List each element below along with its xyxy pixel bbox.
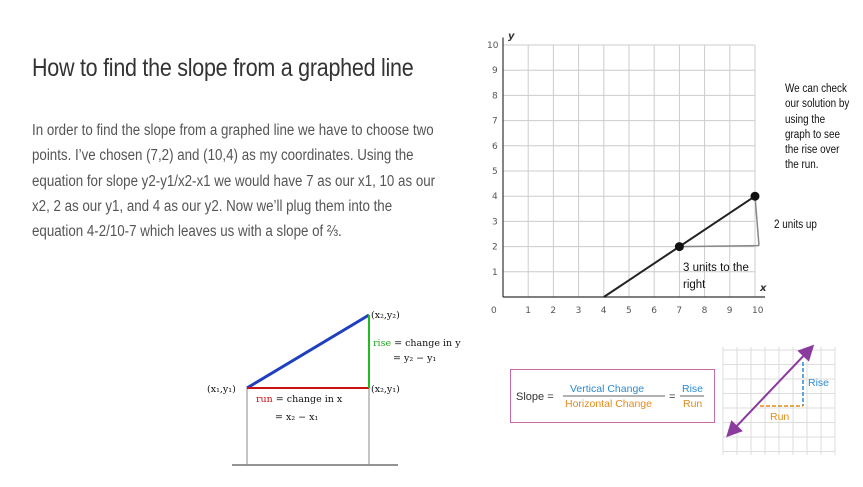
- run-label-line1: 3 units to the: [683, 262, 749, 274]
- x-axis-label: x: [760, 283, 767, 294]
- slope-word: Slope =: [516, 391, 554, 403]
- y-axis-label: y: [508, 31, 515, 42]
- y-tick-label: 9: [492, 66, 498, 77]
- x-tick-label: 1: [525, 306, 531, 316]
- x-tick-label: 8: [701, 306, 708, 316]
- rise-label: 2 units up: [774, 219, 817, 231]
- run-word-formula: Run: [683, 398, 703, 410]
- vertical-change: Vertical Change: [570, 383, 645, 395]
- y-tick-label: 2: [492, 242, 498, 253]
- side-note: We can check our solution by using the graph to see the rise over the run.: [785, 83, 850, 172]
- run-word: run: [256, 394, 273, 405]
- mini-rise-label: Rise: [808, 377, 830, 389]
- horizontal-change: Horizontal Change: [565, 398, 652, 410]
- x-tick-label: 7: [676, 306, 683, 316]
- y-tick-label: 10: [487, 41, 499, 51]
- corner-label: (x₂,y₁): [371, 384, 400, 395]
- x-tick-label: 10: [752, 306, 764, 316]
- y-tick-label: 7: [492, 116, 498, 127]
- x-tick-label: 9: [726, 306, 733, 316]
- x-tick-label: 6: [651, 306, 657, 316]
- x-tick-label: 4: [600, 306, 607, 316]
- rise-definition: = change in y: [391, 338, 461, 349]
- y-tick-label: 1: [492, 267, 498, 278]
- run-definition: = change in x: [272, 394, 343, 405]
- x-tick-label: 2: [550, 306, 557, 316]
- y-tick-label: 8: [492, 91, 498, 102]
- point-1-label: (x₁,y₁): [207, 384, 236, 395]
- mini-run-label: Run: [770, 411, 790, 423]
- y-tick-label: 6: [492, 141, 498, 152]
- x-tick-label: 0: [491, 306, 497, 316]
- y-tick-label: 4: [492, 192, 498, 203]
- page-title: How to find the slope from a graphed line: [32, 54, 414, 82]
- run-label-line2: right: [683, 279, 706, 291]
- rise-word: rise: [373, 338, 392, 349]
- y-tick-label: 5: [492, 167, 498, 177]
- rise-formula: = y₂ − y₁: [393, 353, 437, 364]
- run-formula: = x₂ − x₁: [275, 412, 319, 423]
- explanation-paragraph: In order to find the slope from a graphed line we have to choose two points. I’ve chosen (7,2) and (10,4) as my coordinates. Using the equation for slope y2-y1/x2-x1 we would have 7 as our x1, 10 as our x2, 2 as our y1, and 4 as our y2. Now we’ll plug them into the equation 4-2/10-7 which leaves us with a slope of ⅔.: [32, 122, 436, 241]
- x-tick-label: 3: [575, 306, 582, 316]
- y-tick-label: 3: [492, 217, 498, 228]
- equals-sign: =: [669, 391, 676, 403]
- point-2-label: (x₂,y₂): [371, 310, 400, 321]
- rise-word-formula: Rise: [682, 383, 704, 395]
- x-tick-label: 5: [626, 306, 632, 316]
- mini-grid: [723, 347, 835, 455]
